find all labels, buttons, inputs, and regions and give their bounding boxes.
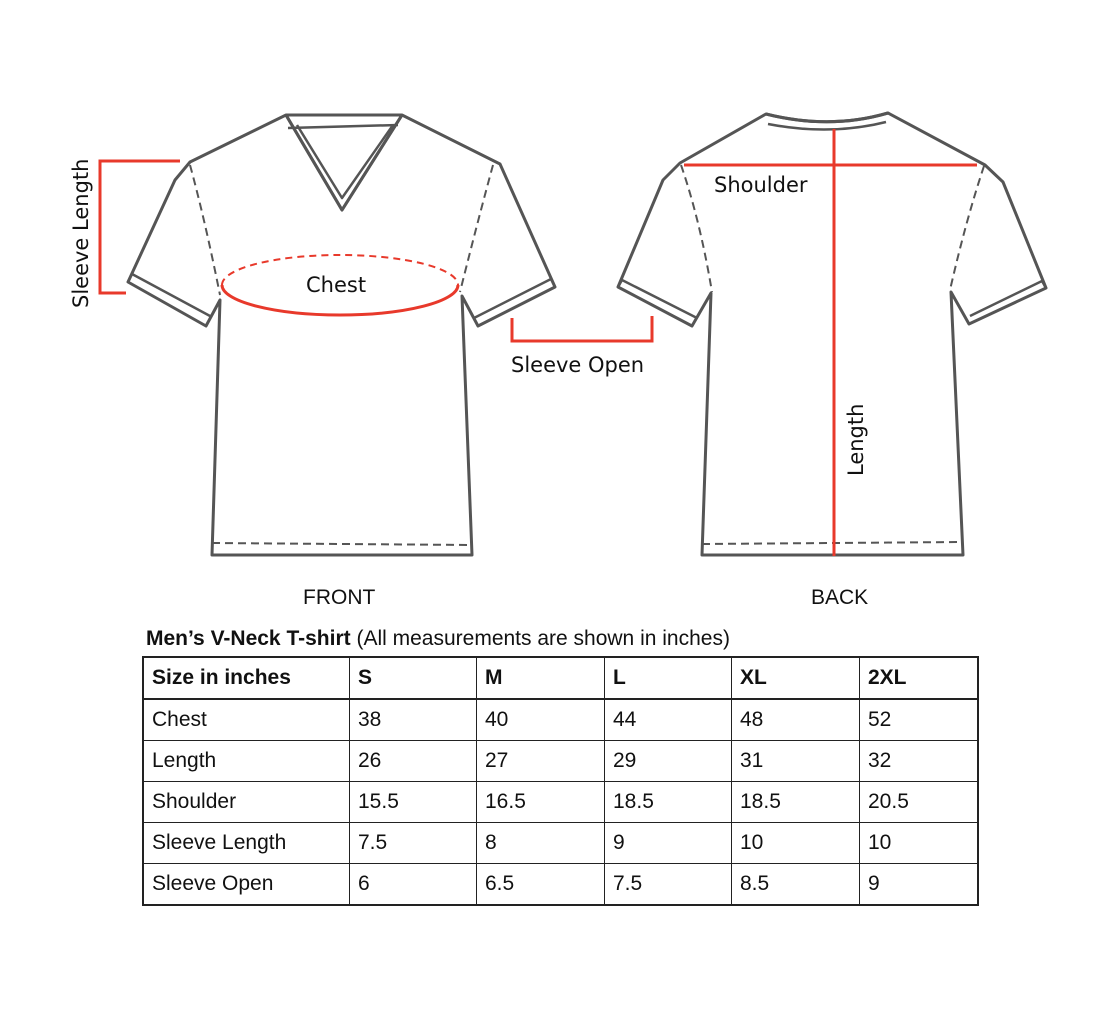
cell: 7.5 xyxy=(605,864,732,906)
cell: 18.5 xyxy=(732,782,860,823)
cell: 8 xyxy=(477,823,605,864)
row-label: Sleeve Open xyxy=(143,864,350,906)
table-row xyxy=(143,823,978,864)
cell: 18.5 xyxy=(605,782,732,823)
cell: 10 xyxy=(732,823,860,864)
table-header-row xyxy=(143,657,978,699)
cell: 52 xyxy=(860,699,979,741)
header-s: S xyxy=(350,657,477,699)
length-label: Length xyxy=(844,403,868,476)
sleeve-length-label: Sleeve Length xyxy=(69,158,93,308)
cell: 27 xyxy=(477,741,605,782)
header-xl: XL xyxy=(732,657,860,699)
table-title xyxy=(146,627,730,651)
cell: 9 xyxy=(605,823,732,864)
header-size: Size in inches xyxy=(143,657,350,699)
header-m: M xyxy=(477,657,605,699)
product-name: Men’s V-Neck T-shirt xyxy=(146,627,351,650)
cell: 7.5 xyxy=(350,823,477,864)
row-label: Chest xyxy=(143,699,350,741)
front-view-label: FRONT xyxy=(303,586,376,609)
table-row xyxy=(143,741,978,782)
row-label: Length xyxy=(143,741,350,782)
cell: 31 xyxy=(732,741,860,782)
table-row xyxy=(143,699,978,741)
sleeve-open-measure xyxy=(512,316,652,341)
cell: 40 xyxy=(477,699,605,741)
table-row xyxy=(143,782,978,823)
header-2xl: 2XL xyxy=(860,657,979,699)
shoulder-label: Shoulder xyxy=(714,173,808,197)
cell: 8.5 xyxy=(732,864,860,906)
front-tshirt-outline xyxy=(128,115,555,555)
cell: 9 xyxy=(860,864,979,906)
cell: 20.5 xyxy=(860,782,979,823)
back-tshirt-outline xyxy=(618,113,1046,555)
row-label: Shoulder xyxy=(143,782,350,823)
cell: 10 xyxy=(860,823,979,864)
cell: 44 xyxy=(605,699,732,741)
back-view-label: BACK xyxy=(811,586,869,609)
cell: 6 xyxy=(350,864,477,906)
table-subtitle: (All measurements are shown in inches) xyxy=(350,627,730,650)
cell: 15.5 xyxy=(350,782,477,823)
cell: 29 xyxy=(605,741,732,782)
cell: 16.5 xyxy=(477,782,605,823)
cell: 26 xyxy=(350,741,477,782)
cell: 6.5 xyxy=(477,864,605,906)
table-row xyxy=(143,864,978,906)
header-l: L xyxy=(605,657,732,699)
cell: 32 xyxy=(860,741,979,782)
row-label: Sleeve Length xyxy=(143,823,350,864)
cell: 48 xyxy=(732,699,860,741)
size-chart-table xyxy=(142,656,979,906)
cell: 38 xyxy=(350,699,477,741)
chest-label: Chest xyxy=(306,273,367,297)
sleeve-open-label: Sleeve Open xyxy=(511,353,645,377)
